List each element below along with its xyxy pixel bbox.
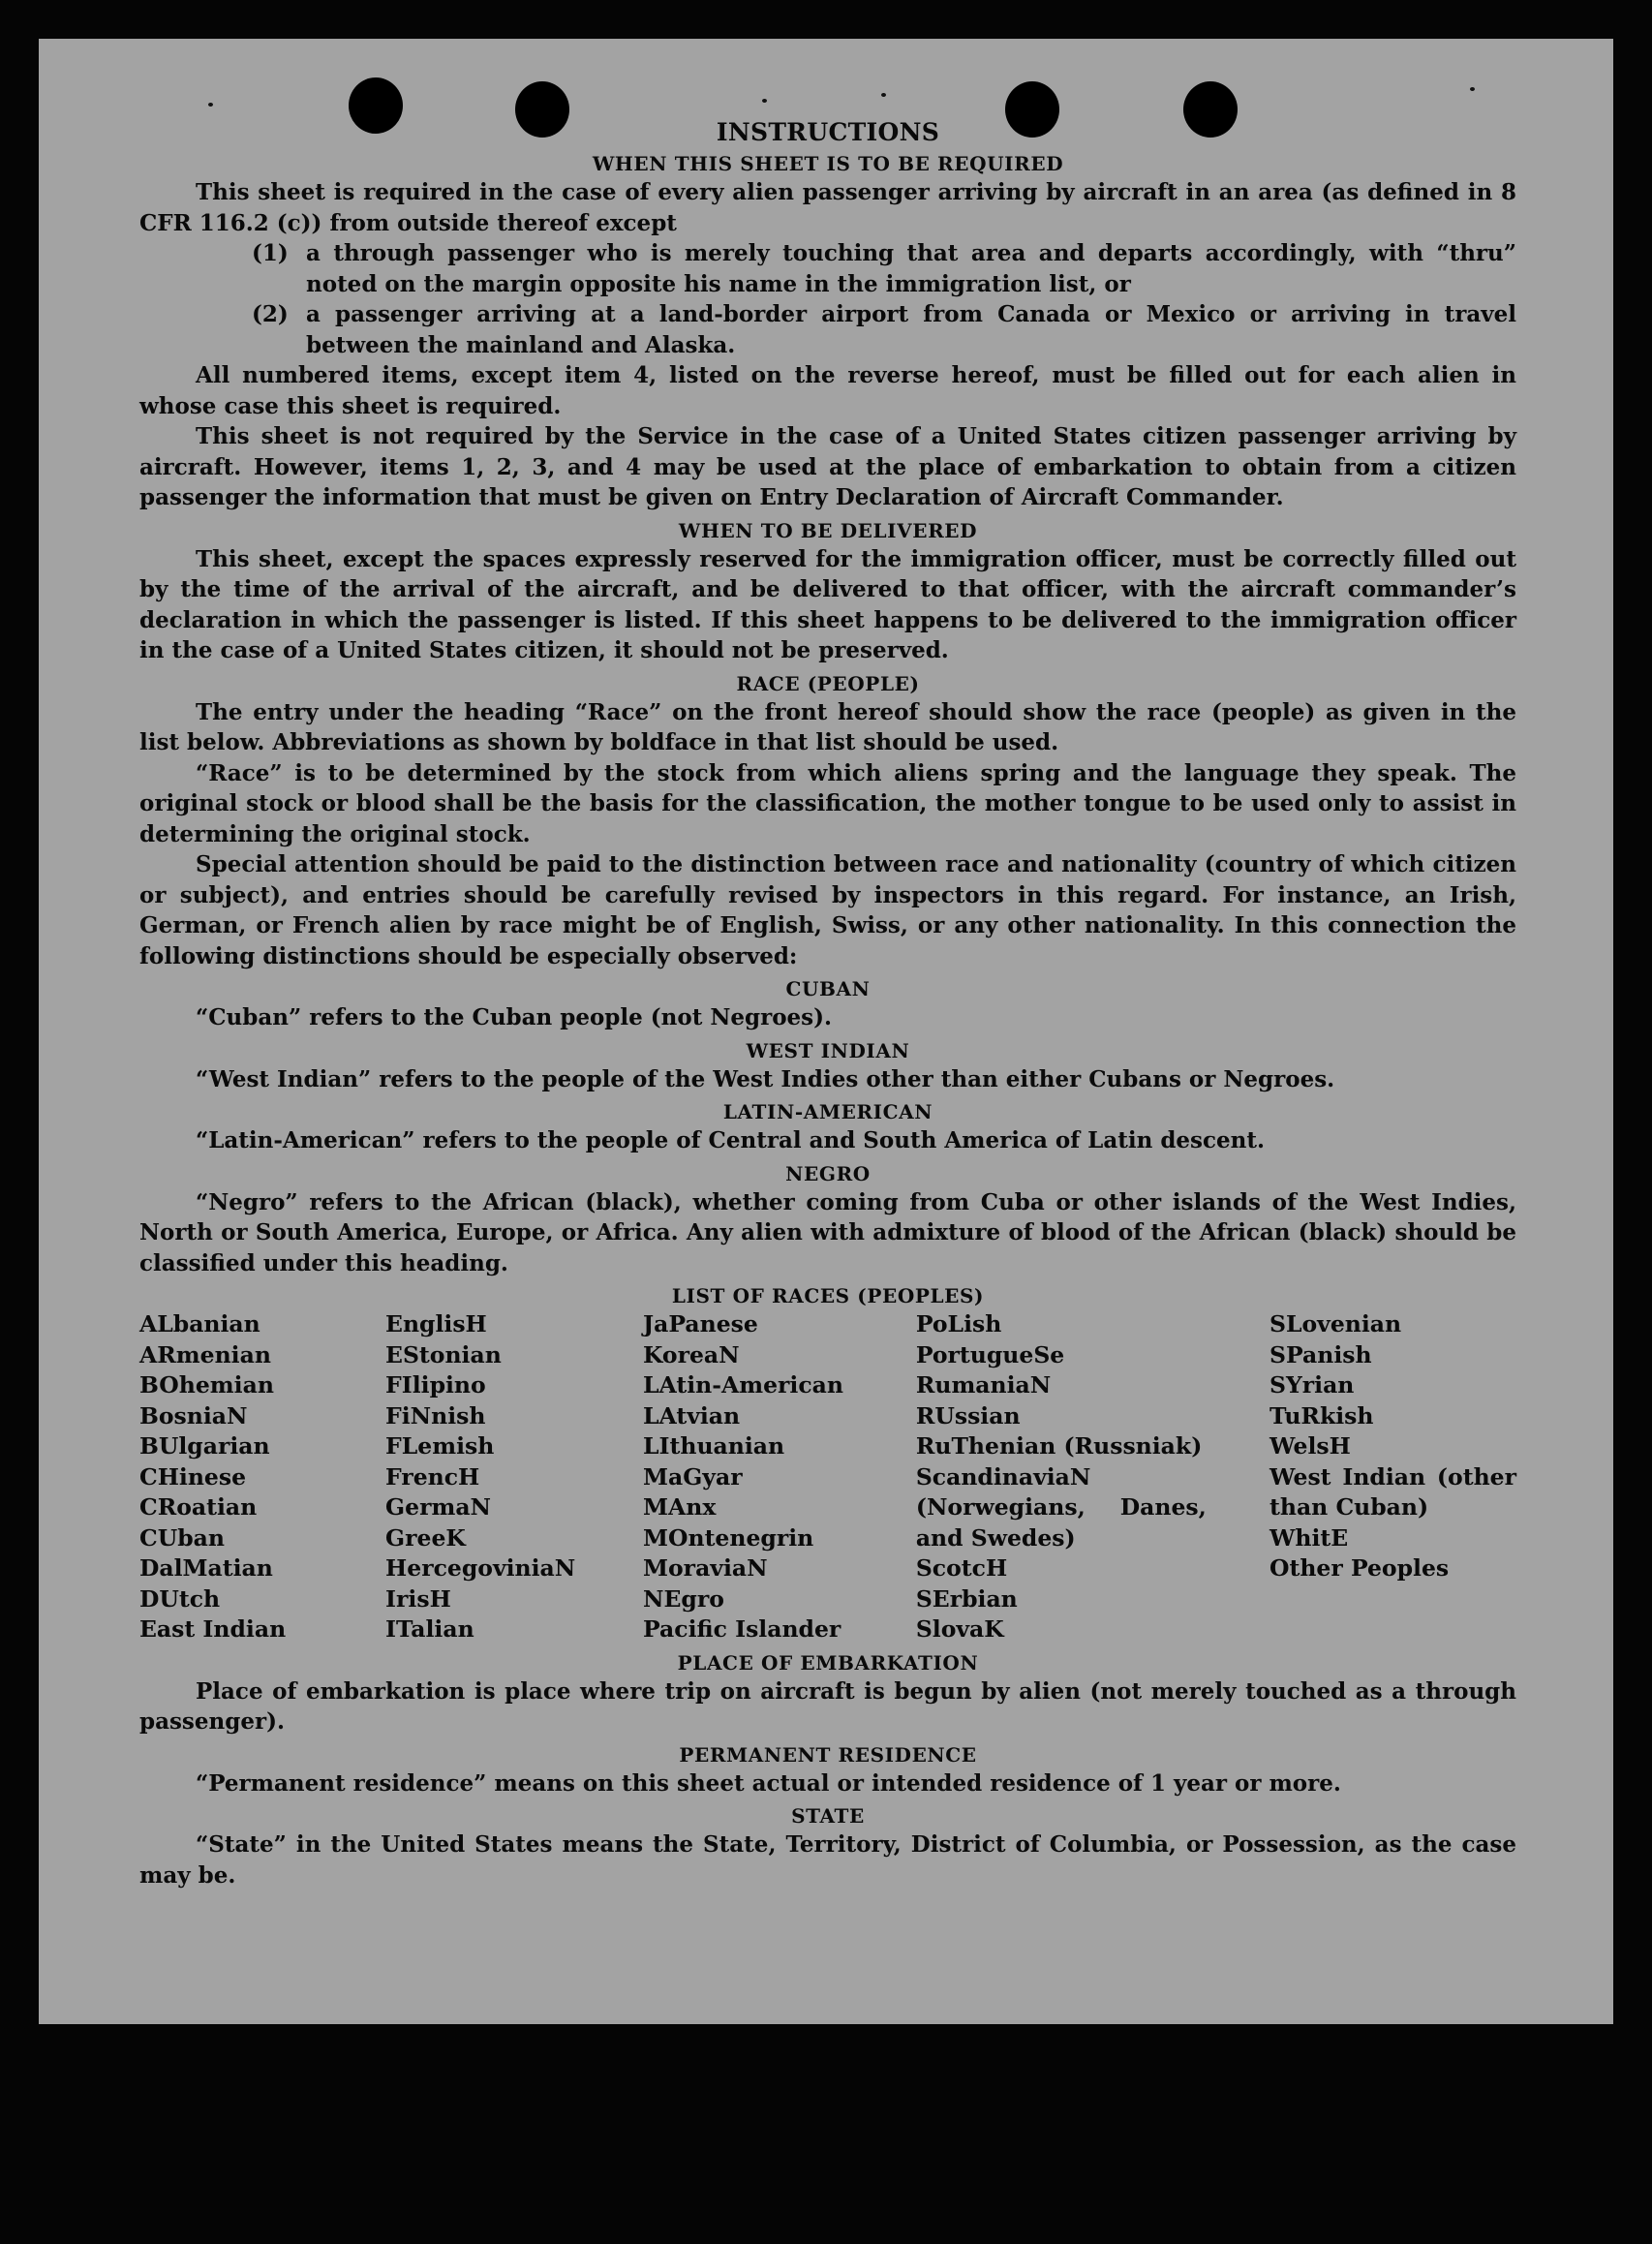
race-entry: JaPanese	[643, 1310, 758, 1337]
race-entry: SlovaK	[915, 1615, 1004, 1643]
race-entry: SPanish	[1270, 1340, 1372, 1368]
race-entry: ALbanian	[139, 1310, 260, 1337]
races-table	[139, 1309, 1516, 1645]
embarkation-paragraph: Place of embarkation is place where trip on aircraft is begun by alien (not merely touched as a through passenger).	[139, 1677, 1516, 1735]
heading-race: RACE (PEOPLE)	[736, 671, 920, 695]
race-entry: Pacific Islander	[643, 1615, 841, 1643]
race-entry: WelsH	[1270, 1432, 1351, 1460]
race-entry: Other Peoples	[1270, 1554, 1450, 1582]
race-entry: TuRkish	[1270, 1401, 1374, 1429]
dust-speck	[762, 99, 767, 103]
heading-state: STATE	[791, 1804, 865, 1828]
race-entry: HercegoviniaN	[385, 1554, 576, 1582]
race-entry: SLovenian	[1270, 1310, 1402, 1337]
races-column	[916, 1309, 1270, 1645]
dust-speck	[208, 103, 213, 107]
race-entry: ITalian	[385, 1615, 474, 1643]
race-entry: KoreaN	[643, 1340, 740, 1368]
race-paragraph: “Race” is to be determined by the stock from which aliens spring and the language they speak. The original stock or blood shall be the basis for the classification, the mother tongue to be used only to assist in determining the original stock.	[139, 759, 1516, 847]
exception-item: (1) a through passenger who is merely touching that area and departs accordingly, with “thru” noted on the margin opposite his name in the immigration list, or	[252, 240, 1516, 297]
race-paragraph: Special attention should be paid to the distinction between race and nationality (country of which citizen or subject), and entries should be carefully revised by inspectors in this regard. For instance, an Irish, German, or French alien by race might be of English, Swiss, or any other nationality. In this connection the following distinctions should be especially observed:	[139, 851, 1516, 969]
races-column	[1270, 1309, 1516, 1645]
race-entry: LAtvian	[643, 1401, 741, 1429]
exception-item: (2) a passenger arriving at a land-border airport from Canada or Mexico or arriving in travel between the mainland and Alaska.	[252, 301, 1516, 358]
race-entry: FLemish	[385, 1432, 495, 1460]
races-column	[385, 1309, 643, 1645]
heading-west-indian: WEST INDIAN	[746, 1038, 910, 1062]
race-entry: BOhemian	[139, 1371, 274, 1399]
heading-when-delivered: WHEN TO BE DELIVERED	[678, 518, 978, 542]
state-paragraph: “State” in the United States means the State, Territory, District of Columbia, or Possession, as the case may be.	[139, 1831, 1516, 1889]
race-entry: CUban	[139, 1523, 225, 1552]
heading-list-of-races: LIST OF RACES (PEOPLES)	[671, 1284, 985, 1307]
race-entry: MAnx	[643, 1493, 717, 1521]
race-entry: FIlipino	[385, 1371, 486, 1399]
delivered-paragraph: This sheet, except the spaces expressly reserved for the immigration officer, must be correctly filled out by the time of the arrival of the aircraft, and be delivered to that officer, with the aircraft commander’s declaration in which the passenger is listed. If this sheet happens to be delivered to the immigration officer in the case of a United States citizen, it should not be preserved.	[139, 545, 1516, 663]
race-paragraph: The entry under the heading “Race” on the front hereof should show the race (people) as given in the list below. Abbreviations as shown by boldface in that list should be used.	[139, 698, 1516, 755]
heading-permanent-residence: PERMANENT RESIDENCE	[679, 1742, 977, 1767]
required-paragraph: This sheet is not required by the Service in the case of a United States citizen passenger arriving by aircraft. However, items 1, 2, 3, and 4 may be used at the place of embarkation to obtain from a citizen passenger the information that must be given on Entry Declaration of Aircraft Commander.	[139, 423, 1516, 510]
race-entry: ARmenian	[139, 1340, 271, 1368]
race-entry: RumaniaN	[915, 1371, 1052, 1399]
race-entry: EStonian	[385, 1340, 502, 1368]
race-entry: NEgro	[643, 1584, 724, 1613]
race-entry: WhitE	[1270, 1523, 1349, 1552]
heading-latin-american: LATIN-AMERICAN	[722, 1100, 933, 1123]
heading-negro: NEGRO	[785, 1161, 871, 1185]
race-entry: ScotcH	[915, 1554, 1008, 1582]
race-entry: MOntenegrin	[643, 1523, 814, 1552]
required-paragraph: All numbered items, except item 4, listed on the reverse hereof, must be filled out for each alien in whose case this sheet is required.	[139, 362, 1516, 419]
page-title: INSTRUCTIONS	[716, 118, 940, 146]
race-entry: FrencH	[385, 1462, 480, 1491]
race-entry: PoLish	[915, 1310, 1002, 1337]
races-column	[643, 1309, 916, 1645]
race-entry: LIthuanian	[643, 1432, 785, 1460]
document-sheet	[39, 39, 1613, 2024]
races-column	[139, 1309, 385, 1645]
race-entry: BUlgarian	[139, 1432, 270, 1460]
race-entry: MaGyar	[643, 1462, 743, 1491]
dust-speck	[881, 93, 886, 97]
race-entry: CRoatian	[139, 1493, 258, 1521]
race-entry: ScandinaviaN (Norwegians, Danes, and Swedes)	[915, 1462, 1207, 1552]
race-entry: West Indian (other than Cuban)	[1270, 1462, 1517, 1521]
race-entry: PortugueSe	[915, 1340, 1065, 1368]
negro-paragraph: “Negro” refers to the African (black), whether coming from Cuba or other islands of the West Indies, North or South America, Europe, or Africa. Any alien with admixture of blood of the African (black) should be classified under this heading.	[139, 1188, 1516, 1276]
heading-cuban: CUBAN	[785, 977, 871, 1000]
race-entry: EnglisH	[385, 1310, 487, 1337]
race-entry: SYrian	[1270, 1371, 1355, 1399]
residence-paragraph: “Permanent residence” means on this sheet actual or intended residence of 1 year or more.	[196, 1769, 1341, 1797]
heading-when-required: WHEN THIS SHEET IS TO BE REQUIRED	[592, 152, 1064, 175]
race-entry: SErbian	[915, 1584, 1018, 1613]
punch-hole	[1183, 81, 1238, 138]
race-entry: MoraviaN	[643, 1554, 768, 1582]
dust-speck	[1470, 87, 1475, 91]
race-entry: DalMatian	[139, 1554, 273, 1582]
cuban-paragraph: “Cuban” refers to the Cuban people (not Negroes).	[196, 1004, 833, 1030]
race-entry: RuThenian (Russniak)	[915, 1432, 1203, 1460]
west-indian-paragraph: “West Indian” refers to the people of the West Indies other than either Cubans or Negroes.	[196, 1065, 1335, 1092]
punch-hole	[515, 81, 569, 138]
race-entry: GermaN	[385, 1493, 492, 1521]
race-entry: East Indian	[139, 1615, 287, 1643]
heading-place-of-embarkation: PLACE OF EMBARKATION	[677, 1650, 979, 1675]
race-entry: RUssian	[915, 1401, 1021, 1429]
punch-hole	[349, 77, 403, 134]
latin-american-paragraph: “Latin-American” refers to the people of Central and South America of Latin descent.	[196, 1127, 1265, 1153]
race-entry: BosniaN	[139, 1401, 248, 1429]
race-entry: CHinese	[139, 1462, 247, 1491]
race-entry: DUtch	[139, 1584, 221, 1613]
race-entry: FiNnish	[385, 1401, 486, 1429]
required-intro: This sheet is required in the case of every alien passenger arriving by aircraft in an area (as defined in 8 CFR 116.2 (c)) from outside thereof except	[139, 179, 1516, 236]
race-entry: GreeK	[385, 1523, 466, 1552]
punch-hole	[1005, 81, 1059, 138]
race-entry: LAtin-American	[643, 1371, 843, 1399]
race-entry: IrisH	[385, 1584, 451, 1613]
